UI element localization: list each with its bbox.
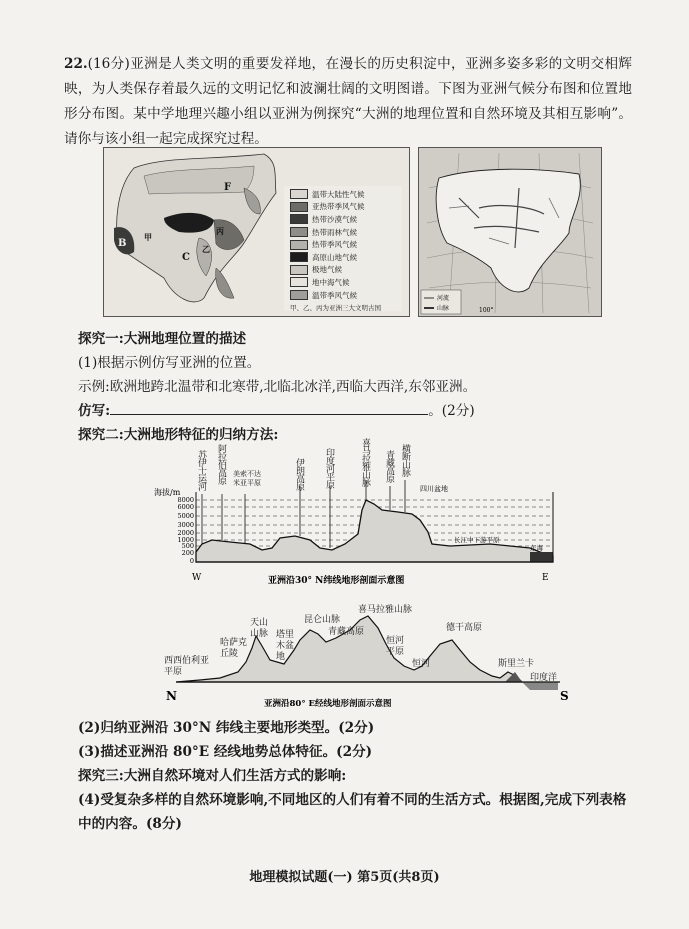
label-indian-ocean: 印度洋 <box>530 673 558 683</box>
profile-80e <box>160 600 580 712</box>
legend-swatch <box>290 290 308 300</box>
ytick: 200 <box>181 549 194 557</box>
ytick: 500 <box>181 542 194 550</box>
legend-label: 热带季风气候 <box>312 240 357 250</box>
climate-legend-item <box>290 213 381 226</box>
ytick: 6000 <box>177 503 194 511</box>
explore3-title: 探究三:大洲自然环境对人们生活方式的影响: <box>78 768 347 784</box>
label-tibet-80: 青藏高原 <box>328 627 365 637</box>
ytick: 8000 <box>177 496 194 504</box>
climate-legend <box>290 188 381 312</box>
explore1-title: 探究一:大洲地理位置的描述 <box>78 331 247 347</box>
climate-map <box>103 147 410 317</box>
label-indus: 印度河平原 <box>324 448 334 488</box>
location-legend-river: 河流 <box>437 295 450 302</box>
profile30-plain: 长江中下游平原 <box>454 536 500 544</box>
legend-label: 温带季风气候 <box>312 290 357 300</box>
climate-legend-item <box>290 251 381 264</box>
label-kazakh: 哈萨克丘陵 <box>220 638 248 659</box>
climate-legend-item <box>290 188 381 201</box>
label-himalaya: 喜马拉雅山脉 <box>360 438 370 486</box>
legend-swatch <box>290 240 308 250</box>
label-arabia: 阿拉伯高原 <box>216 444 226 484</box>
imitate-answer-blank[interactable] <box>110 402 428 415</box>
legend-label: 极地气候 <box>312 265 342 275</box>
profile80-north: N <box>166 689 177 703</box>
climate-legend-item <box>290 264 381 277</box>
profile30-sea: 东海 <box>530 544 543 552</box>
ytick: 1000 <box>177 536 194 544</box>
legend-label: 亚热带季风气候 <box>312 202 365 212</box>
profile30-sichuan: 四川盆地 <box>420 485 448 493</box>
question-body: (16分)亚洲是人类文明的重要发祥地，在漫长的历史积淀中，亚洲多姿多彩的文明交相辉映，为人类保存着最久远的文明记忆和波澜壮阔的文明图谱。下图为亚洲气候分布图和位置地形分布图。某中学地理兴趣小组以亚洲为例探究“大洲的地理位置和自然环境及其相互影响”。请你与该小组一起完成探究过程。 <box>64 56 632 147</box>
question-4: (4)受复杂多样的自然环境影响,不同地区的人们有着不同的生活方式。根据图,完成下列表格中的内容。(8分) <box>78 792 627 832</box>
label-tarim: 塔里木盆地 <box>276 630 295 662</box>
page-footer: 地理模拟试题(一) 第5页(共8页) <box>249 870 440 885</box>
profile30-west: W <box>192 573 202 583</box>
explore1-imitate <box>78 399 475 419</box>
label-himalaya-80: 喜马拉雅山脉 <box>358 605 413 615</box>
legend-label: 热带雨林气候 <box>312 227 357 237</box>
label-ganges-plain: 恒河平原 <box>386 636 405 657</box>
label-mesopotamia: 美索不达米亚平原 <box>233 470 261 487</box>
location-legend-mountain: 山脉 <box>437 305 450 312</box>
legend-swatch <box>290 189 308 199</box>
location-map <box>418 147 602 317</box>
climate-legend-item <box>290 238 381 251</box>
question-2: (2)归纳亚洲沿 30°N 纬线主要地形类型。(2分) <box>78 720 375 736</box>
legend-swatch <box>290 265 308 275</box>
legend-swatch <box>290 202 308 212</box>
question-text <box>64 52 632 152</box>
legend-swatch <box>290 214 308 224</box>
map-letter-yi: 乙 <box>202 244 210 254</box>
location-map-drawing <box>419 148 601 316</box>
map-letter-jia: 甲 <box>144 232 152 242</box>
label-iran: 伊朗高原 <box>294 458 304 490</box>
label-sri-lanka: 斯里兰卡 <box>498 659 535 669</box>
legend-label: 地中海气候 <box>312 277 350 287</box>
climate-legend-item <box>290 276 381 289</box>
map-letter-bing: 丙 <box>216 226 224 236</box>
label-tianshan: 天山山脉 <box>250 618 269 639</box>
ytick: 3000 <box>177 521 194 529</box>
label-kunlun: 昆仑山脉 <box>304 615 341 625</box>
explore1-example: 示例:欧洲地跨北温带和北寒带,北临北冰洋,西临大西洋,东邻亚洲。 <box>78 379 477 395</box>
climate-legend-note: 甲、乙、丙为亚洲三大文明古国 <box>290 304 381 313</box>
label-west-siberia: 西西伯利亚平原 <box>164 656 210 677</box>
label-ganges: 恒河 <box>412 659 431 669</box>
legend-label: 热带沙漠气候 <box>312 214 357 224</box>
legend-label: 温带大陆性气候 <box>312 189 365 199</box>
explore2-title: 探究二:大洲地形特征的归纳方法: <box>78 427 279 443</box>
question-3: (3)描述亚洲沿 80°E 经线地势总体特征。(2分) <box>78 744 373 760</box>
label-suez: 苏伊士运河 <box>196 450 206 490</box>
explore1-q1: (1)根据示例仿写亚洲的位置。 <box>78 355 261 371</box>
profile30-east: E <box>542 573 549 583</box>
profile30-yticks <box>177 496 194 565</box>
ytick: 0 <box>189 557 194 565</box>
question-number: 22. <box>64 56 88 72</box>
profile30-caption: 亚洲沿30° N纬线地形剖面示意图 <box>268 576 405 586</box>
map-letter-f: F <box>224 182 232 193</box>
legend-swatch <box>290 252 308 262</box>
profile80-south: S <box>560 689 569 703</box>
legend-swatch <box>290 277 308 287</box>
imitate-label: 仿写: <box>78 403 111 419</box>
legend-label: 高原山地气候 <box>312 252 357 262</box>
profile30-ylabel: 海拔/m <box>154 488 181 497</box>
location-map-degree: 100° <box>479 307 494 314</box>
ytick: 5000 <box>177 512 194 520</box>
label-hengduan: 横断山脉 <box>400 444 410 476</box>
map-letter-c: C <box>182 252 190 263</box>
profile80-caption: 亚洲沿80° E经线地形剖面示意图 <box>264 699 392 709</box>
label-deccan: 德干高原 <box>446 623 483 633</box>
climate-legend-item <box>290 226 381 239</box>
label-tibet: 青藏高原 <box>384 450 394 482</box>
ytick: 2000 <box>177 529 194 537</box>
legend-swatch <box>290 227 308 237</box>
climate-legend-item <box>290 289 381 302</box>
climate-legend-item <box>290 201 381 214</box>
imitate-end: 。(2分) <box>428 403 475 419</box>
profile-30n <box>150 440 570 600</box>
map-letter-b: B <box>118 238 127 249</box>
